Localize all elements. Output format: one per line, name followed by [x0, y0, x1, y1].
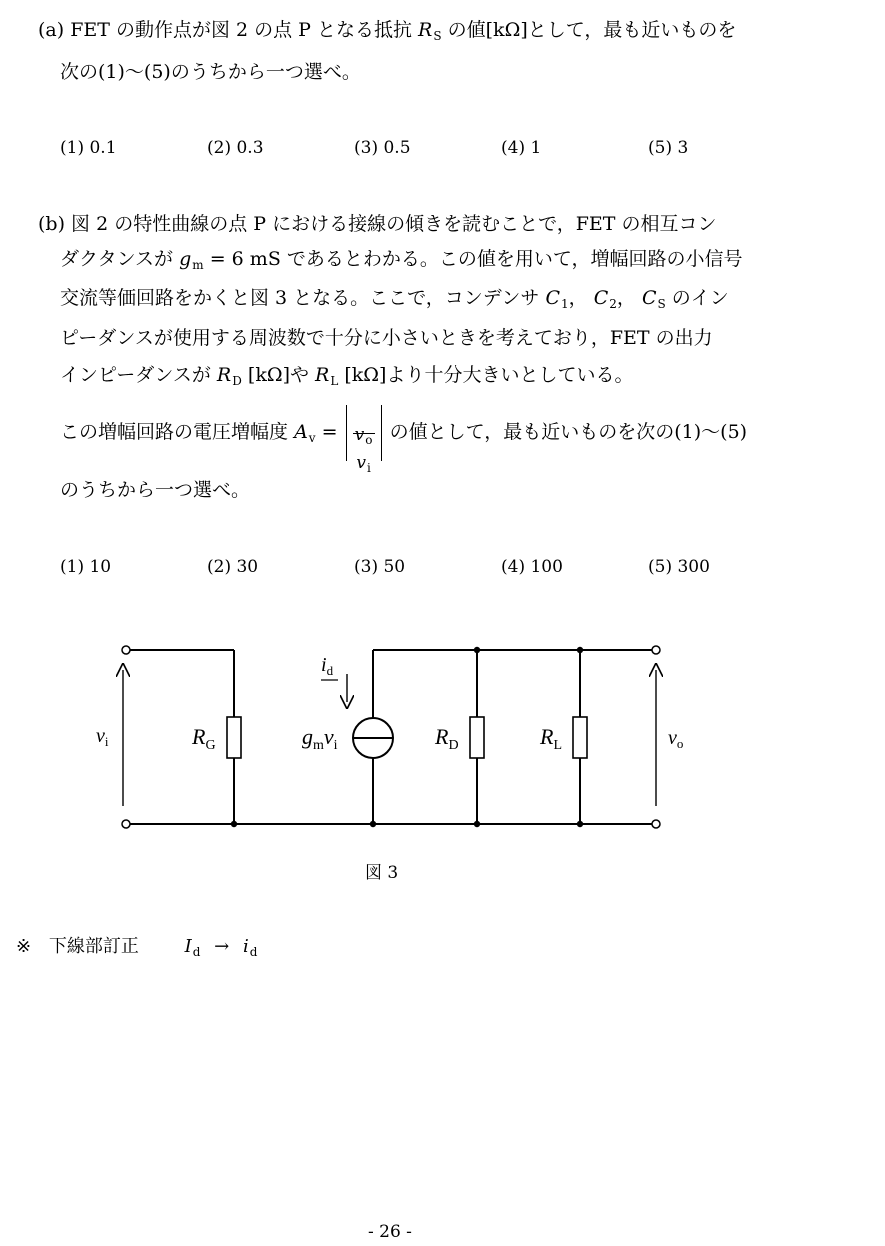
- note-from-symbol: $I_d$: [184, 936, 201, 959]
- resistor-rl: [573, 717, 587, 758]
- choice-a-3: (3) 0.5: [354, 138, 411, 158]
- id-label: $i_d$: [321, 654, 334, 678]
- junction-dot: [577, 647, 583, 653]
- part-a-text: FET の動作点が図 2 の点 P となる抵抗: [70, 19, 412, 41]
- rg-label: $R_G$: [192, 724, 216, 753]
- part-b-line-5: インピーダンスが $R_D$ [kΩ]や $R_L$ [kΩ]より十分大きいとしている。: [60, 364, 634, 388]
- cs-symbol: $C_S$: [641, 287, 666, 311]
- gm-vi-label: $g_mv_i$: [302, 724, 338, 753]
- output-terminal-bottom: [652, 820, 660, 828]
- resistor-rd: [470, 717, 484, 758]
- part-a-text: の値[kΩ]として，最も近いものを: [447, 19, 737, 41]
- part-a-label: (a): [38, 19, 65, 41]
- c1-symbol: $C_1$: [545, 287, 569, 311]
- part-a-line-2: 次の(1)～(5)のうちから一つ選べ。: [60, 61, 361, 83]
- page-number: - 26 -: [368, 1222, 412, 1242]
- choice-a-4: (4) 1: [501, 138, 542, 158]
- vo-label: $v_o$: [668, 727, 684, 751]
- choice-a-1: (1) 0.1: [60, 138, 117, 158]
- part-b-text: 図 2 の特性曲線の点 P における接線の傾きを読むことで，FET の相互コン: [71, 213, 717, 235]
- figure-caption: 図 3: [365, 863, 399, 883]
- choice-b-2: (2) 30: [207, 557, 259, 577]
- part-b-line-7: のうちから一つ選べ。: [60, 479, 251, 501]
- junction-dot: [474, 821, 480, 827]
- note-arrow: →: [214, 936, 230, 957]
- choice-b-3: (3) 50: [354, 557, 406, 577]
- junction-dot: [577, 821, 583, 827]
- gain-fraction: [346, 405, 382, 475]
- junction-dot: [231, 821, 237, 827]
- rd-symbol: $R_D$: [216, 364, 242, 388]
- part-b-line-3: 交流等価回路をかくと図 3 となる。ここで，コンデンサ $C_1$， $C_2$， $C_S$ のイン: [60, 287, 729, 311]
- rl-symbol: $R_L$: [315, 364, 339, 388]
- rd-label: $R_D$: [435, 724, 459, 753]
- part-b-line-6: この増幅回路の電圧増幅度 $A_v$ = $v_o$ $v_i$ の値として，最も近いものを次の(1)～(5): [60, 404, 747, 460]
- choice-a-5: (5) 3: [648, 138, 689, 158]
- part-a-choices: [60, 136, 760, 160]
- fraction-numerator: $v_o$: [354, 425, 373, 447]
- equivalent-circuit-diagram: [80, 630, 720, 850]
- junction-dot: [370, 821, 376, 827]
- choice-b-5: (5) 300: [648, 557, 710, 577]
- part-b-line-2: ダクタンスが $g_m = 6$ mS であるとわかる。この値を用いて，増幅回路の小信号: [60, 248, 743, 272]
- rl-label: $R_L$: [540, 724, 563, 753]
- choice-b-1: (1) 10: [60, 557, 112, 577]
- resistor-rg: [227, 717, 241, 758]
- part-b-label: (b): [38, 213, 65, 235]
- note-mark: ※: [16, 936, 32, 957]
- correction-note: [16, 932, 257, 959]
- choice-b-4: (4) 100: [501, 557, 563, 577]
- output-terminal-top: [652, 646, 660, 654]
- part-b-choices: [60, 555, 760, 579]
- choice-a-2: (2) 0.3: [207, 138, 264, 158]
- part-b-line-4: ピーダンスが使用する周波数で十分に小さいときを考えており，FET の出力: [60, 327, 713, 349]
- av-symbol: $A_v$: [294, 421, 316, 445]
- c2-symbol: $C_2$: [593, 287, 617, 311]
- junction-dot: [474, 647, 480, 653]
- gm-symbol: $g_m$: [179, 248, 204, 272]
- note-to-symbol: $i_d$: [242, 936, 258, 959]
- rs-symbol: $R_S$: [418, 19, 442, 43]
- fraction-denominator: $v_i$: [356, 453, 371, 475]
- vi-label: $v_i$: [96, 725, 109, 749]
- part-b-line-1: [38, 212, 716, 236]
- note-text: 下線部訂正: [48, 936, 139, 957]
- input-terminal-top: [122, 646, 130, 654]
- part-a-line-1: [38, 18, 736, 48]
- input-terminal-bottom: [122, 820, 130, 828]
